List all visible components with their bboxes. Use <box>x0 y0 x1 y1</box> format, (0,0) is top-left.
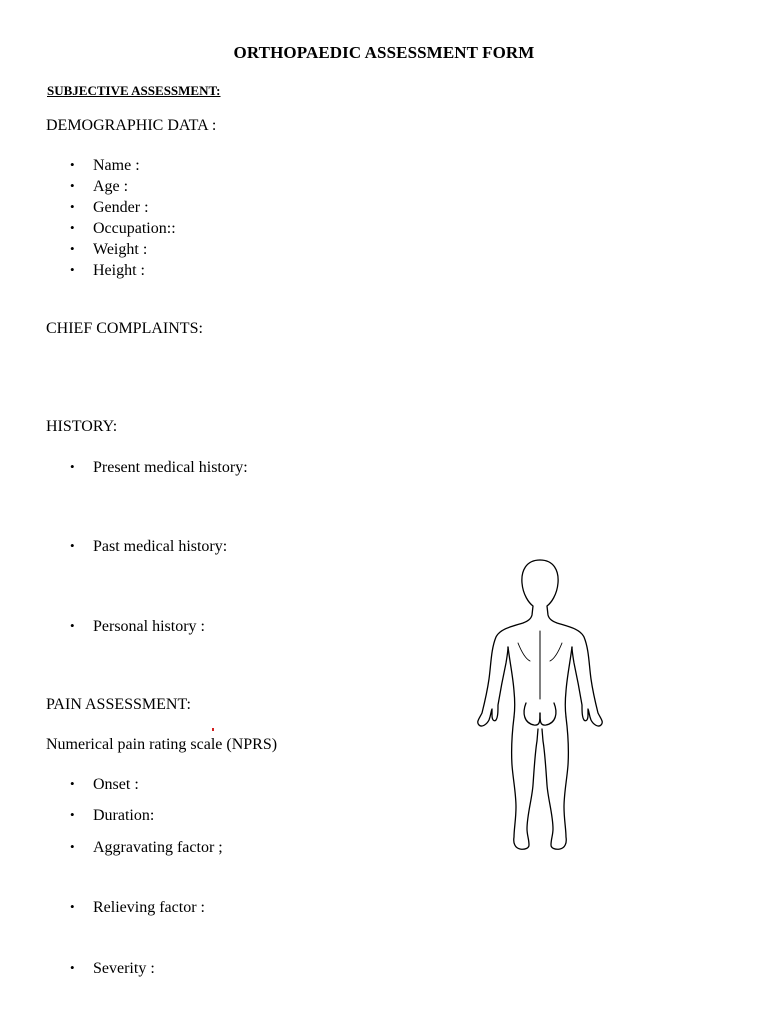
bullet-icon: • <box>70 220 75 235</box>
bullet-icon: • <box>70 899 75 914</box>
red-mark <box>212 728 214 731</box>
pain-assessment-heading: PAIN ASSESSMENT: <box>46 696 191 713</box>
chief-complaints-heading: CHIEF COMPLAINTS: <box>46 320 203 337</box>
list-item-onset: • Onset : <box>70 776 139 793</box>
bullet-icon: • <box>70 618 75 633</box>
bullet-icon: • <box>70 459 75 474</box>
list-item-relieving: • Relieving factor : <box>70 899 205 916</box>
nprs-label: Numerical pain rating scale (NPRS) <box>46 736 278 753</box>
demographic-heading: DEMOGRAPHIC DATA : <box>46 117 217 134</box>
list-item-personal-history: • Personal history : <box>70 618 205 635</box>
bullet-icon: • <box>70 807 75 822</box>
bullet-icon: • <box>70 776 75 791</box>
bullet-icon: • <box>70 157 75 172</box>
list-item-aggravating: • Aggravating factor ; <box>70 839 223 856</box>
bullet-icon: • <box>70 199 75 214</box>
history-heading: HISTORY: <box>46 418 118 435</box>
list-item-weight: • Weight : <box>70 241 148 258</box>
bullet-icon: • <box>70 839 75 854</box>
form-title: ORTHOPAEDIC ASSESSMENT FORM <box>233 43 535 62</box>
list-item-severity: • Severity : <box>70 960 155 977</box>
human-body-back-outline-icon <box>470 553 610 863</box>
list-item-name: • Name : <box>70 157 140 174</box>
list-item-height: • Height : <box>70 262 145 279</box>
bullet-icon: • <box>70 960 75 975</box>
bullet-icon: • <box>70 178 75 193</box>
list-item-age: • Age : <box>70 178 129 195</box>
list-item-past-history: • Past medical history: <box>70 538 228 555</box>
list-item-gender: • Gender : <box>70 199 149 216</box>
subjective-assessment-heading: SUBJECTIVE ASSESSMENT: <box>47 83 221 98</box>
bullet-icon: • <box>70 241 75 256</box>
list-item-occupation: • Occupation:: <box>70 220 176 237</box>
list-item-present-history: • Present medical history: <box>70 459 248 476</box>
bullet-icon: • <box>70 538 75 553</box>
bullet-icon: • <box>70 262 75 277</box>
list-item-duration: • Duration: <box>70 807 155 824</box>
